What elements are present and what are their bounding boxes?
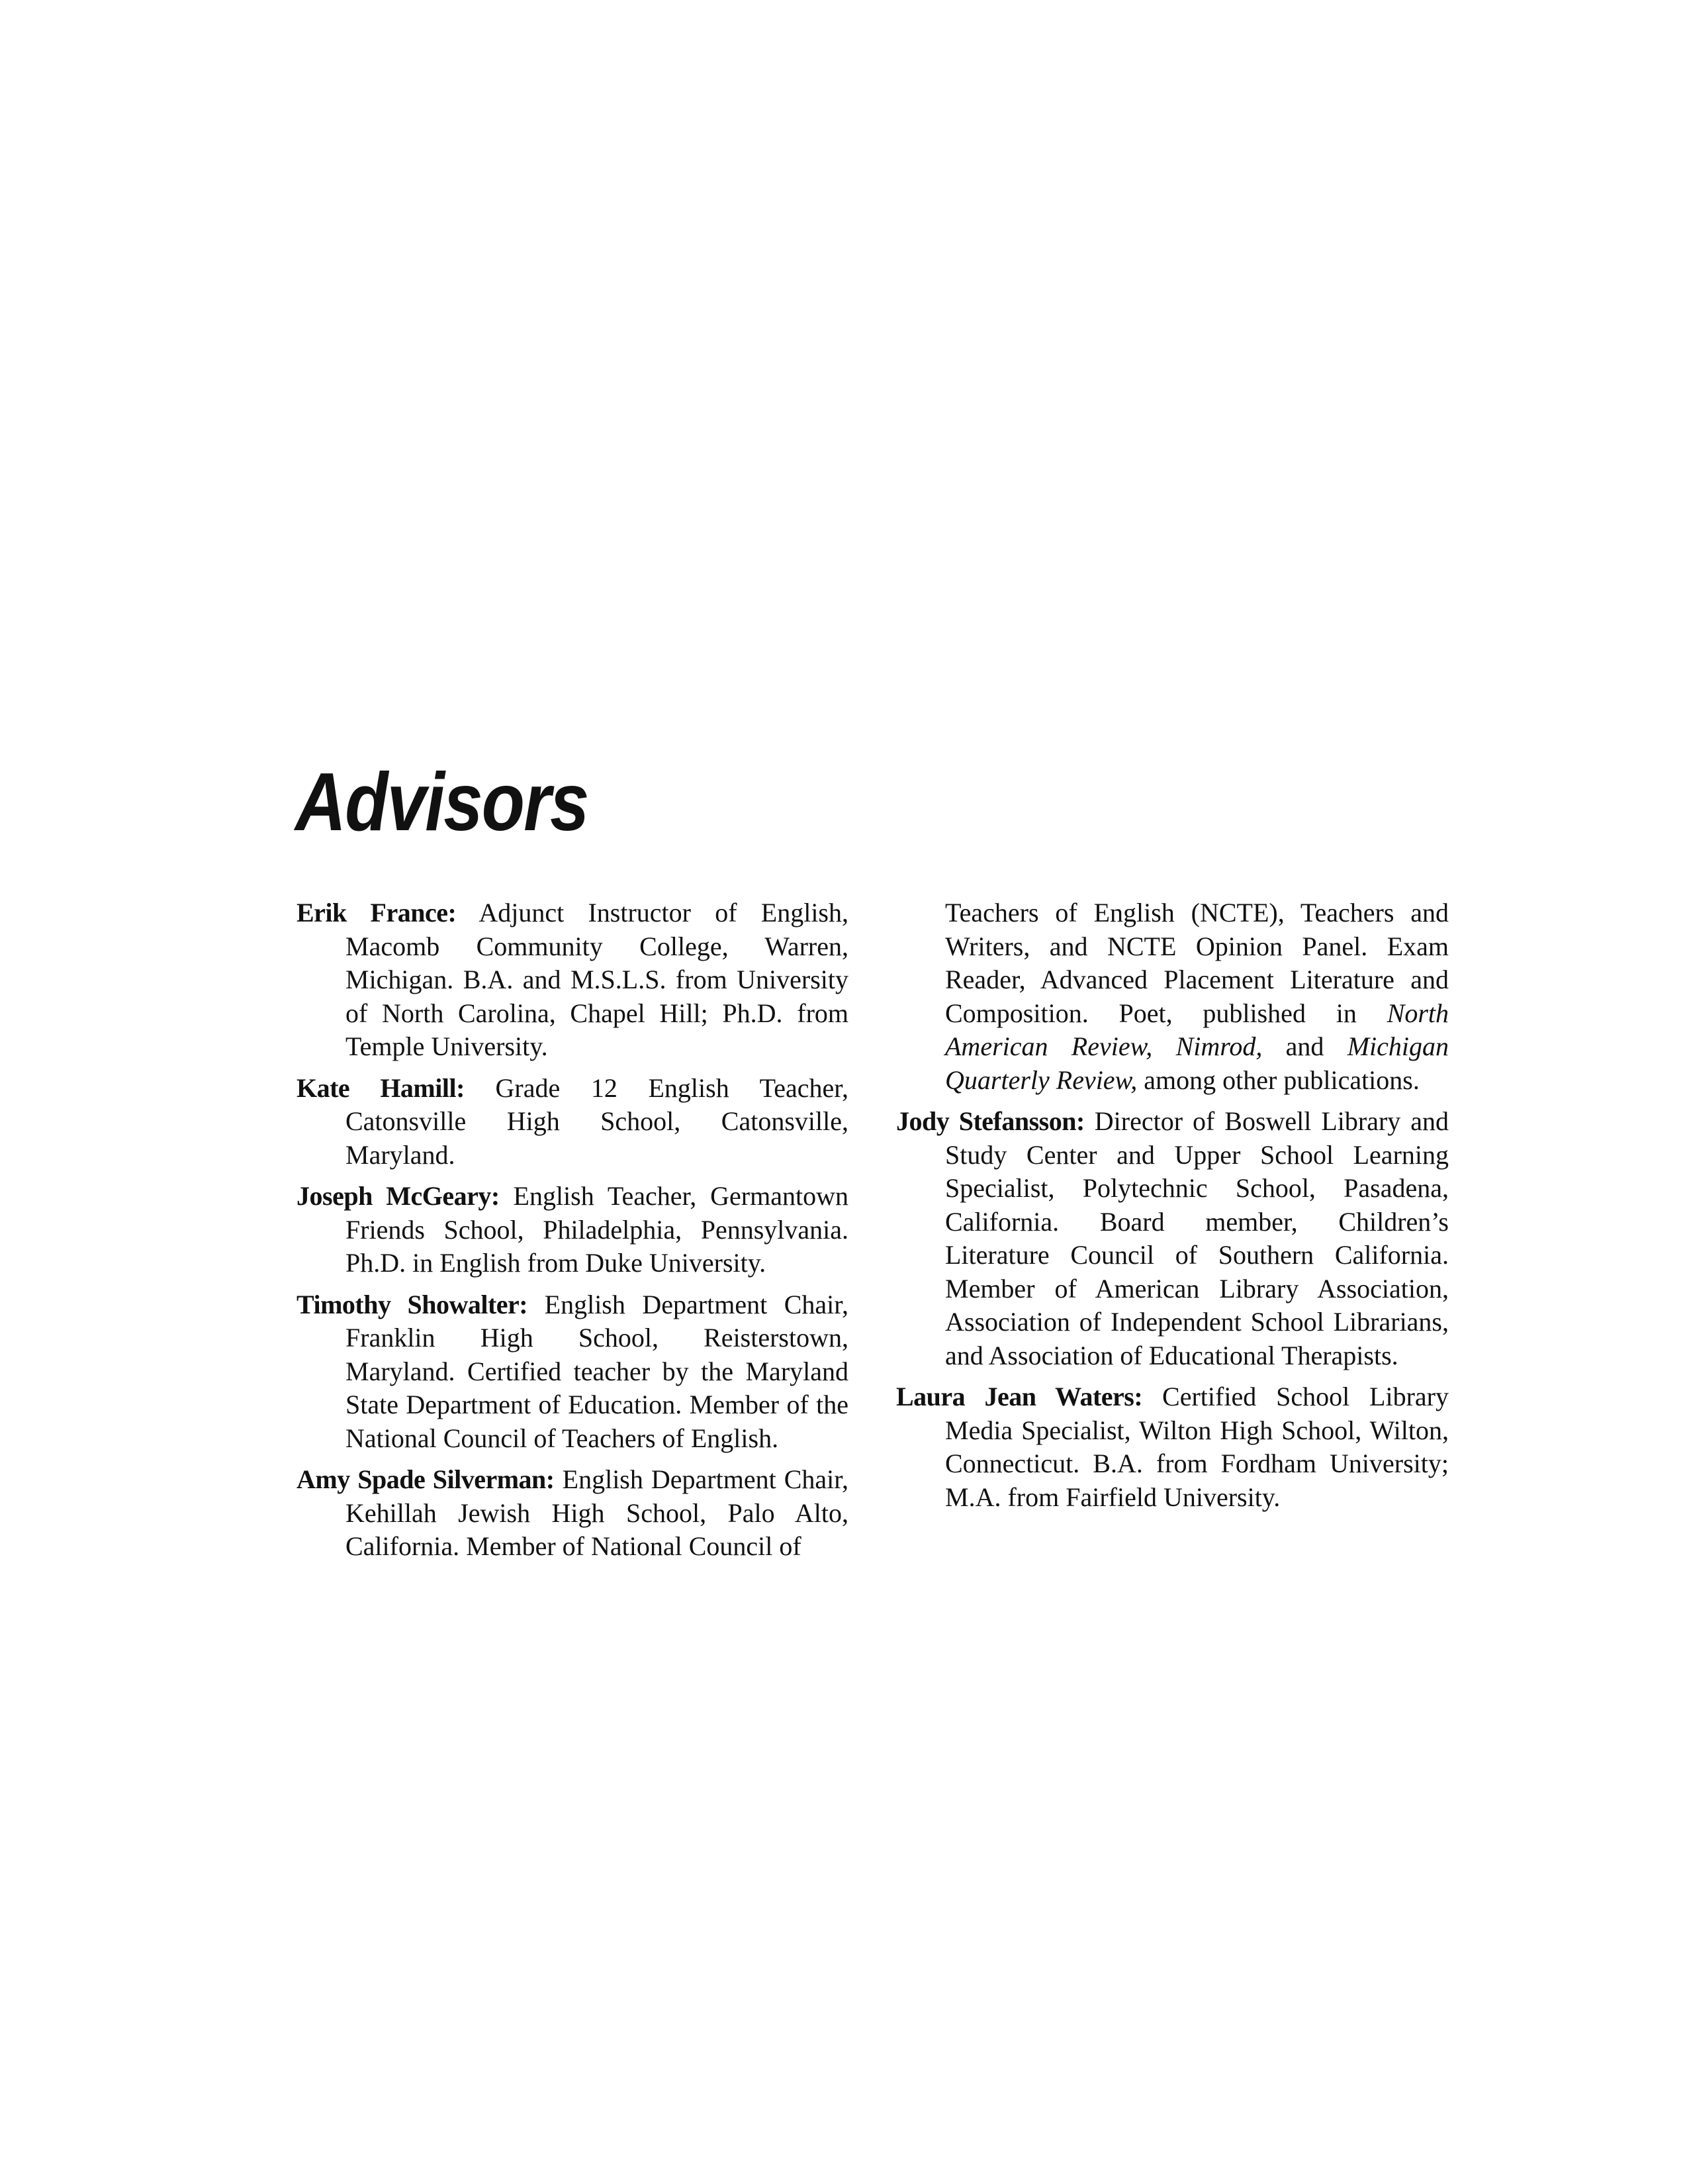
advisor-entry-timothy-showalter xyxy=(296,1288,848,1456)
advisor-entry-joseph-mcgeary xyxy=(296,1180,848,1280)
advisor-description: Certified School Library Media Specialist, Wilton High School, Wilton, Connecticut. B.A. from Fordham University; M.A. from Fairfield University. xyxy=(945,1382,1449,1512)
advisor-entry-jody-stefansson xyxy=(896,1105,1449,1372)
advisor-description: English Department Chair, Franklin High School, Reisterstown, Maryland. Certified teacher by the Maryland State Department of Education. Member of the National Council of Teachers of English. xyxy=(345,1289,848,1453)
advisor-name: Erik France: xyxy=(296,898,457,927)
advisors-column-left xyxy=(296,896,848,1572)
advisor-description: English Teacher, Germantown Friends School, Philadelphia, Pennsylvania. Ph.D. in English from Duke University. xyxy=(345,1181,848,1278)
advisor-entry-laura-jean-waters xyxy=(896,1380,1449,1514)
advisor-name: Laura Jean Waters: xyxy=(896,1382,1143,1411)
advisor-name: Jody Stefansson: xyxy=(896,1106,1085,1136)
advisor-description: among other publications. xyxy=(1137,1065,1420,1095)
advisor-description: English Department Chair, Kehillah Jewish High School, Palo Alto, California. Member of National Council of xyxy=(345,1464,848,1561)
advisor-description: Adjunct Instructor of English, Macomb Community College, Warren, Michigan. B.A. and M.S.L.S. from University of North Carolina, Chapel Hill; Ph.D. from Temple University. xyxy=(345,898,849,1061)
advisor-entry-erik-france xyxy=(296,896,848,1064)
advisors-column-right xyxy=(896,896,1449,1522)
advisor-name: Joseph McGeary: xyxy=(296,1181,500,1211)
advisor-name: Timothy Showalter: xyxy=(296,1289,528,1319)
advisor-entry-continuation xyxy=(896,896,1449,1097)
page-title: Advisors xyxy=(295,757,588,848)
advisor-entry-kate-hamill xyxy=(296,1072,848,1172)
publication-title: North American Review, Nimrod, xyxy=(945,998,1449,1061)
advisor-description: and xyxy=(1262,1031,1347,1061)
advisor-name: Amy Spade Silverman: xyxy=(296,1464,555,1494)
advisor-name: Kate Hamill: xyxy=(296,1072,465,1103)
advisor-entry-amy-spade-silverman xyxy=(296,1463,848,1564)
publication-title: Michigan Quarterly Review, xyxy=(945,1031,1449,1095)
advisor-description: Grade 12 English Teacher, Catonsville High School, Catonsville, Maryland. xyxy=(345,1072,848,1170)
advisor-description: Teachers of English (NCTE), Teachers and Writers, and NCTE Opinion Panel. Exam Reader, Advanced Placement Literature and Composition. Poet, published in xyxy=(945,898,1449,1028)
advisor-description: Director of Boswell Library and Study Center and Upper School Learning Specialist, Polytechnic School, Pasadena, California. Board member, Children’s Literature Council of Southern California. Member of American Library Association, Association of Independent School Librarians, and Association of Educational Therapists. xyxy=(945,1106,1449,1370)
